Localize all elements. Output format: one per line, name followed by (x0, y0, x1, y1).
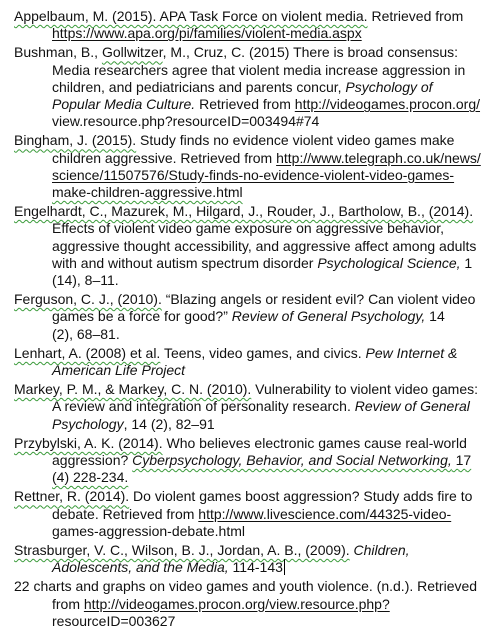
reference-text: Psychology (52, 415, 124, 432)
reference-line (14, 167, 486, 184)
reference-line (14, 184, 486, 201)
reference-entry[interactable] (14, 291, 486, 343)
reference-entry[interactable] (14, 488, 486, 540)
reference-text: Ferguson, C. J., (2010). (14, 291, 162, 308)
reference-text: Gollwitzer (101, 44, 163, 61)
reference-text: Review of General (354, 398, 470, 415)
reference-text: “Blazing angels or resident evil? Can violent video (161, 291, 476, 308)
reference-text: Cyberpsychology, Behavior, and Social Networking, (132, 452, 452, 468)
reference-entry[interactable] (14, 345, 486, 379)
reference-text: , 14 (2), 82–91 (123, 415, 215, 432)
reference-text: (14), 8–11. (52, 272, 119, 288)
reference-line (14, 435, 486, 452)
reference-line (14, 62, 486, 79)
reference-text: aggressive thought accessibility, and aggressive affect among adults (52, 237, 477, 254)
reference-text: Engelhardt, C., Mazurek, M., Hilgard, J., Rouder, J., Bartholow, B., (2014). (14, 203, 474, 220)
reference-text: Markey, P. M., & Markey, C. N. (2010). (14, 381, 252, 398)
reference-line (14, 220, 486, 237)
reference-text: resourceID=003627 (52, 612, 176, 629)
reference-line (14, 398, 486, 415)
reference-text: debate. Retrieved from (52, 505, 199, 522)
reference-text: Retrieved from (367, 8, 464, 24)
reference-line (14, 613, 486, 630)
reference-line (14, 79, 486, 96)
reference-line (14, 381, 486, 398)
reference-url-link[interactable]: science/11507576/Study-finds-no-evidence-violent-video-games- (52, 166, 455, 183)
reference-line (14, 523, 486, 540)
reference-url-link[interactable]: http://www.telegraph.co.uk/news/ (276, 149, 481, 166)
reference-line (14, 291, 486, 308)
reference-entry[interactable] (14, 203, 486, 289)
reference-line (14, 8, 486, 25)
reference-text: make-children-aggressive.html (52, 184, 243, 200)
reference-line (14, 203, 486, 220)
reference-line (14, 578, 486, 595)
reference-line (14, 113, 486, 130)
reference-line (14, 345, 486, 362)
reference-text: Strasburger, V. C., Wilson, B. J., Jordan, A. B., (2009). (14, 542, 350, 558)
reference-line (14, 132, 486, 149)
reference-line (14, 488, 486, 505)
reference-text: from (52, 595, 84, 612)
reference-text: Appelbaum, M. (2015). APA Task Force on violent media. (14, 8, 368, 24)
reference-entry[interactable] (14, 44, 486, 130)
reference-text: Adolescents, and the Media, (52, 559, 229, 576)
reference-text: Popular Media Culture. (52, 96, 196, 112)
reference-text: games be a force for good?” (52, 308, 232, 325)
reference-text: 17 (451, 452, 472, 468)
reference-line (14, 469, 486, 486)
reference-text: Media researchers agree that violent media increase aggression in (52, 61, 466, 78)
reference-text: Bushman, B., (14, 44, 102, 61)
reference-line (14, 559, 486, 576)
reference-line (14, 596, 486, 613)
reference-text: children, and pediatricians and parents concur, (52, 78, 346, 95)
reference-text: Psychological Science, (317, 254, 461, 271)
reference-line (14, 150, 486, 167)
reference-text: Pew Internet & (365, 344, 458, 361)
reference-text: Who believes electronic games cause real-world (162, 434, 467, 451)
reference-line (14, 255, 486, 272)
reference-text: (2), 68–81. (52, 325, 120, 342)
reference-line (14, 44, 486, 61)
reference-text: 114-143 (228, 559, 283, 576)
reference-line (14, 542, 486, 559)
reference-url-link[interactable]: http://videogames.procon.org/view.resource.php? (83, 595, 390, 612)
reference-text: American Life Project (52, 362, 186, 378)
reference-text: with and without autism spectrum disorder (52, 254, 318, 271)
reference-entry[interactable] (14, 435, 486, 487)
reference-entry[interactable] (14, 132, 486, 201)
reference-line (14, 416, 486, 433)
reference-url-link[interactable]: https://www.apa.org/pi/families/violent-media.aspx (52, 25, 362, 42)
reference-text: A review and integration of personality research. (52, 398, 355, 415)
reference-text: 1 (460, 254, 473, 271)
reference-entry[interactable] (14, 542, 486, 576)
reference-text: aggression? (52, 452, 133, 468)
reference-line (14, 25, 486, 42)
reference-entry[interactable] (14, 578, 486, 630)
reference-line (14, 326, 486, 343)
reference-url-link[interactable]: http://www.livescience.com/44325-video- (198, 505, 452, 522)
reference-url-link[interactable]: http://videogames.procon.org/ (294, 96, 481, 112)
reference-text: Vulnerability to violent video games: (251, 381, 479, 398)
reference-text: 22 charts and graphs on video games and youth violence. (n.d.). Retrieved (14, 578, 478, 595)
reference-text: Rettner, R. (2014). (14, 488, 130, 505)
reference-text: Przybylski, A. K. (2014). (14, 434, 163, 451)
reference-line (14, 506, 486, 523)
reference-text: 14 (425, 308, 445, 325)
reference-entry[interactable] (14, 8, 486, 42)
reference-text: Effects of violent video game exposure on aggressive behavior, (52, 220, 444, 237)
reference-text: Do violent games boost aggression? Study adds fire to (129, 488, 473, 505)
reference-text: Review of General Psychology, (231, 308, 426, 325)
text-cursor (284, 559, 285, 575)
reference-text: Bingham, J. (2015). (14, 132, 137, 149)
reference-line (14, 272, 486, 289)
reference-text: Psychology of (345, 78, 433, 95)
reference-line (14, 96, 486, 113)
reference-line (14, 308, 486, 325)
reference-line (14, 238, 486, 255)
reference-text: Children, (353, 542, 410, 558)
reference-text: , M., Cruz, C. (2015) There is broad consensus: (162, 44, 459, 61)
reference-text: Teens, video games, and civics. (160, 344, 366, 361)
reference-text: Retrieved from (195, 96, 295, 112)
reference-text: Lenhart, A. (2008) et al. (14, 344, 161, 361)
reference-line (14, 452, 486, 469)
reference-text: games-aggression-debate.html (52, 522, 245, 539)
reference-line (14, 362, 486, 379)
reference-text: (4) 228-234. (52, 469, 129, 486)
reference-text: Study finds no evidence violent video games make (136, 132, 455, 149)
reference-text: view.resource.php?resourceID=003494#74 (52, 113, 320, 130)
reference-entry[interactable] (14, 381, 486, 433)
reference-text: children aggressive. Retrieved from (52, 149, 277, 166)
